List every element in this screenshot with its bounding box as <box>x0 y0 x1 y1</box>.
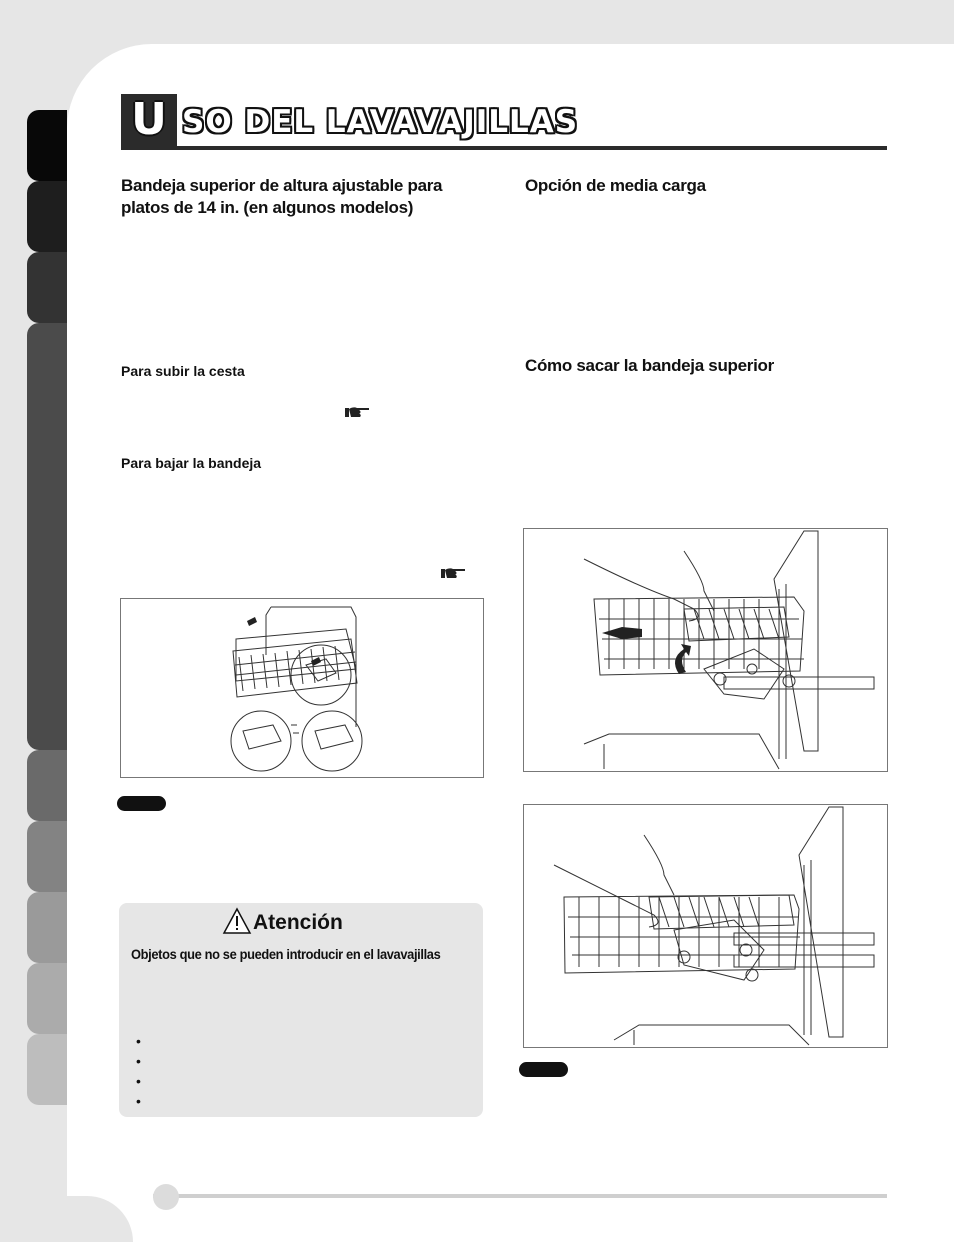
side-tab-2[interactable] <box>27 181 67 252</box>
note-badge <box>117 796 166 811</box>
adjustable-rack-heading: Bandeja superior de altura ajustable para platos de 14 in. (en algunos modelos) <box>121 176 443 217</box>
list-item: • <box>136 1033 141 1049</box>
caution-list <box>136 1031 141 1111</box>
half-load-heading: Opción de media carga <box>525 176 706 195</box>
caution-subtitle: Objetos que no se pueden introducir en el lavavajillas <box>131 946 441 962</box>
pointing-hand-icon <box>439 565 467 586</box>
title-underline <box>177 146 887 150</box>
note-badge <box>519 1062 568 1077</box>
side-tab-5[interactable] <box>27 750 67 821</box>
pointing-hand-icon <box>343 404 371 425</box>
raise-basket-label: Para subir la cesta <box>121 363 245 379</box>
remove-rack-heading: Cómo sacar la bandeja superior <box>525 356 774 375</box>
title-initial: U <box>131 94 167 145</box>
list-item: • <box>136 1093 141 1109</box>
list-item: • <box>136 1073 141 1089</box>
side-tab-8[interactable] <box>27 963 67 1034</box>
remove-rack-figure-2 <box>523 804 888 1048</box>
side-tab-1[interactable] <box>27 110 67 181</box>
warning-triangle-icon <box>222 907 252 940</box>
side-tab-6[interactable] <box>27 821 67 892</box>
lower-tray-label: Para bajar la bandeja <box>121 455 262 471</box>
footer-rule <box>153 1194 887 1198</box>
page-number-dot <box>153 1184 179 1210</box>
caution-box <box>119 903 483 1117</box>
remove-rack-figure-1 <box>523 528 888 772</box>
side-tab-3[interactable] <box>27 252 67 323</box>
side-tab-9[interactable] <box>27 1034 67 1105</box>
caution-title: Atención <box>253 911 343 934</box>
side-tab-4-active[interactable] <box>27 323 67 750</box>
list-item: • <box>136 1053 141 1069</box>
page-title: SO DEL LAVAVAJILLAS <box>182 104 579 140</box>
rack-height-figure <box>120 598 484 778</box>
side-tab-7[interactable] <box>27 892 67 963</box>
